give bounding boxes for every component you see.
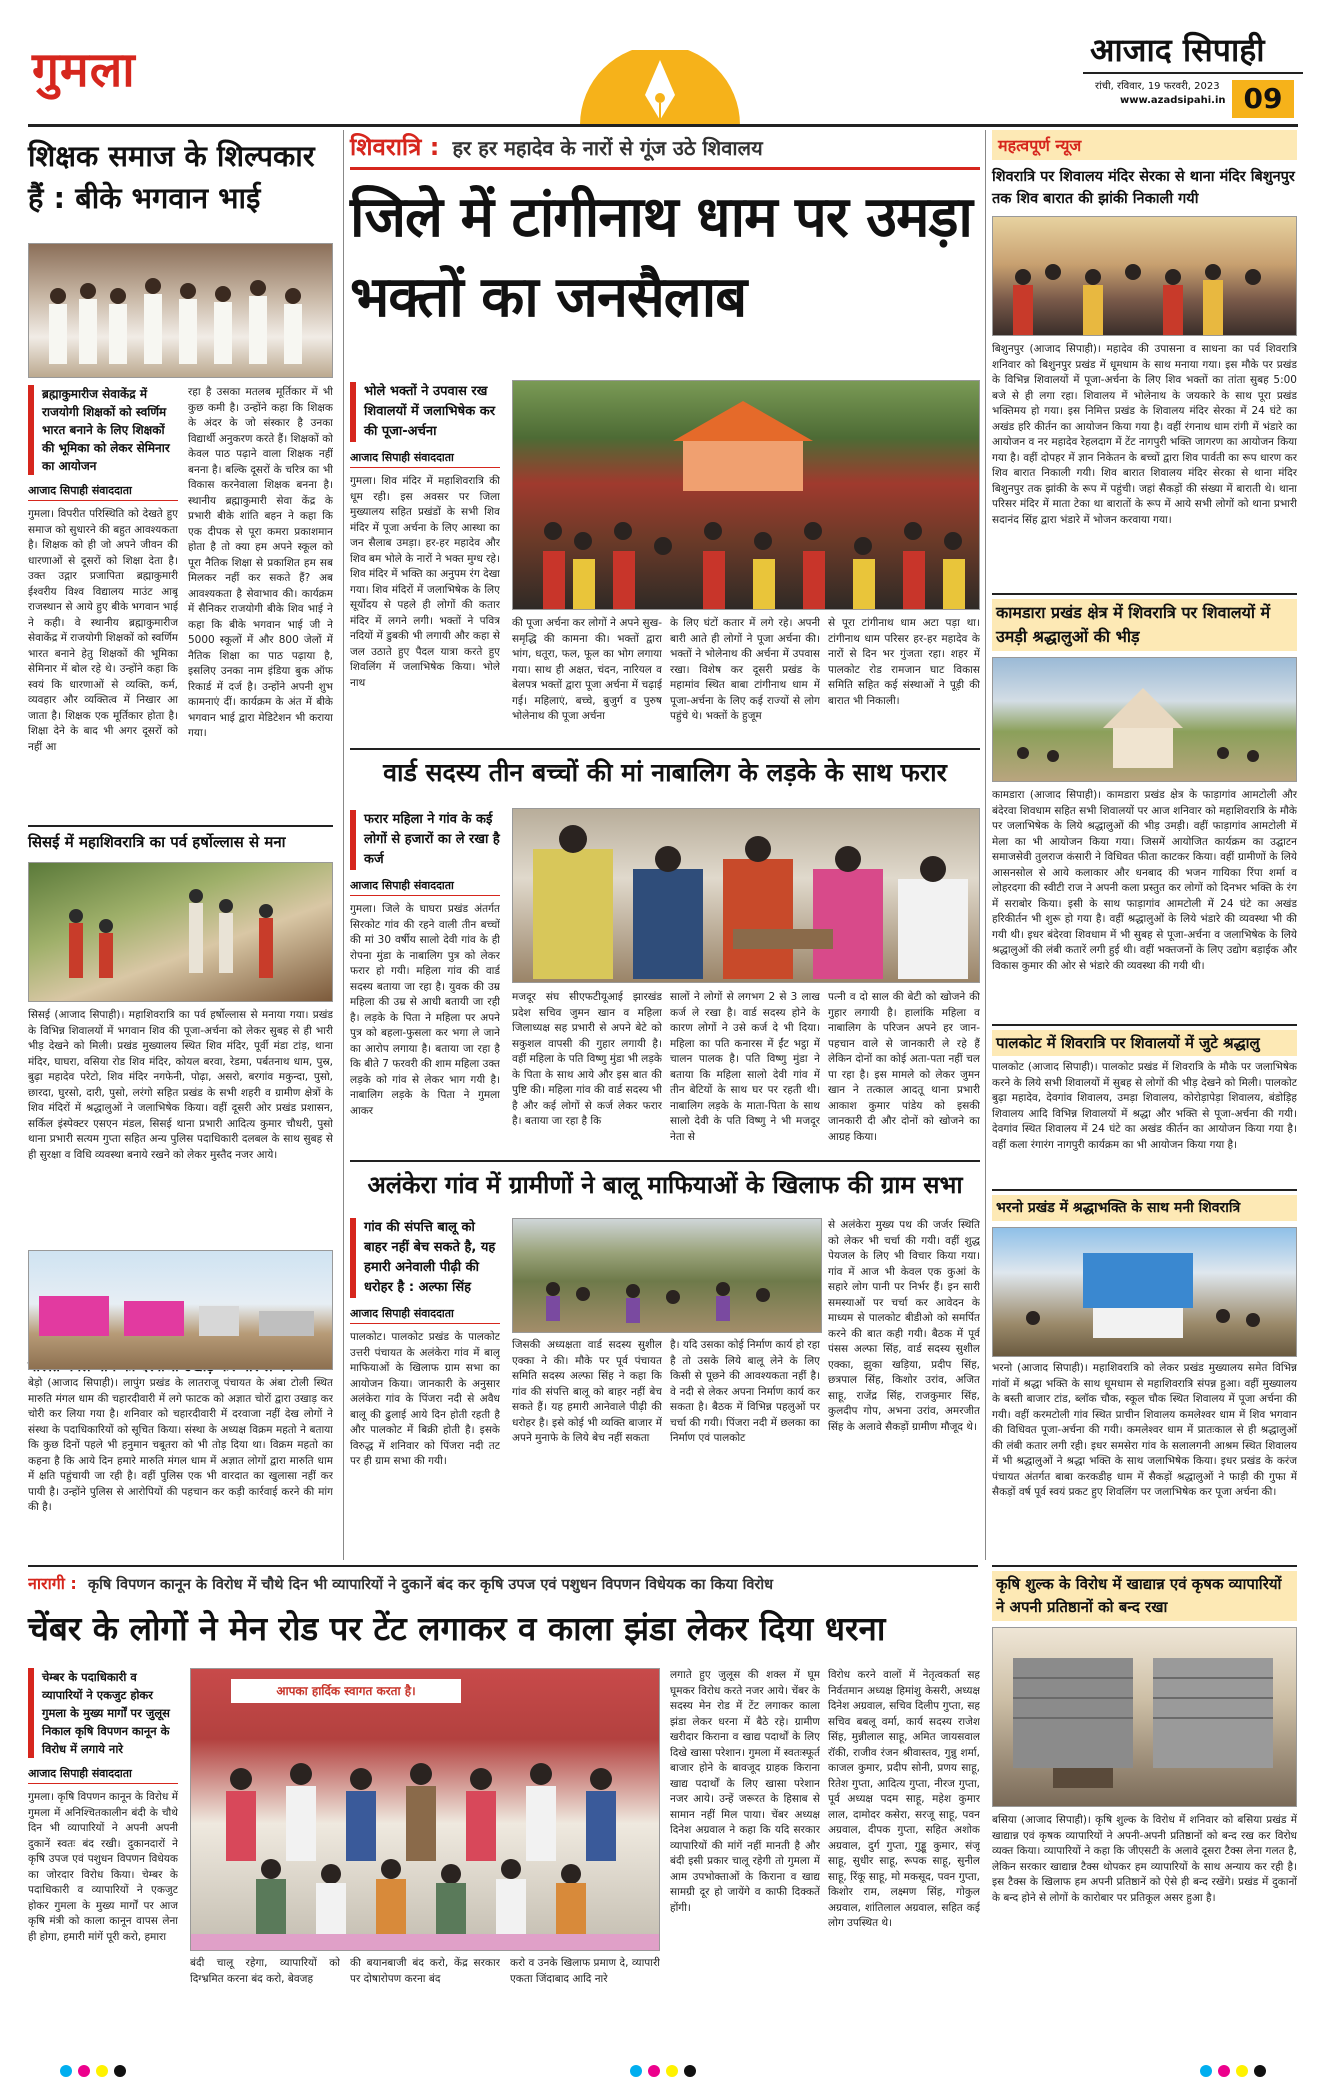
- story-headline: शिवरात्रि पर शिवालय मंदिर सेरका से थाना मंदिर बिशुनपुर तक शिव बारात की झांकी निकाली गयी: [992, 169, 1295, 207]
- kicker-label: नारागी :: [28, 1574, 77, 1593]
- kicker-text: कृषि विपणन कानून के विरोध में चौथे दिन भी व्यापारियों ने दुकानें बंद कर कृषि उपज एवं पशुधन विपणन विधेयक का किया विरोध: [87, 1577, 774, 1593]
- byline: आजाद सिपाही संवाददाता: [28, 1766, 178, 1784]
- story-body: बंदी चालू रहेगा, व्यापारियों को दिग्भ्रमित करना बंद करो, बेवजह: [190, 1957, 340, 1985]
- story-body: है। यदि उसका कोई निर्माण कार्य हो रहा है तो उसके लिये बालू लेने के लिए किसी से पूछने की आवश्यकता नहीं है। वे नदी से लेकर अपना निर्माण कार्य कर सकता है। बैठक में विभिन्न पहलुओं पर चर्चा की गयी। पिंजरा नदी में छलका का निर्माण एवं पालकोट: [670, 1339, 820, 1444]
- seminar-photo: [28, 243, 333, 378]
- story-body: से पूरा टांगीनाथ धाम अटा पड़ा था। टांगीनाथ धाम परिसर हर-हर महादेव के नारों से दिन भर गुंजता रहा। शहर में पालकोट रोड रामजान घाट विकास समिति सहित कई संस्थाओं ने पूड़ी की बारात भी निकाली।: [828, 617, 980, 707]
- kicker-text: हर हर महादेव के नारों से गूंज उठे शिवालय: [452, 136, 763, 160]
- pull-quote: फरार महिला ने गांव के कई लोगों से हजारों का ले रखा है कर्ज: [350, 810, 500, 870]
- bottom-kicker: [28, 1572, 978, 1600]
- byline: आजाद सिपाही संवाददाता: [350, 1306, 500, 1324]
- story-headline: कामडारा प्रखंड क्षेत्र में शिवरात्रि पर शिवालयों में उमड़ी श्रद्धालुओं की भीड़: [992, 599, 1297, 651]
- story-headline: कृषि शुल्क के विरोध में खाद्यान्न एवं कृषक व्यापारियों ने अपनी प्रतिष्ठानों को बन्द रखा: [992, 1571, 1297, 1621]
- story-body: की पूजा अर्चना कर लोगों ने अपने सुख-समृद्धि की कामना की। भक्तों द्वारा भांग, धतूरा, फल, फूल का भोग लगाया गया। साथ ही अक्षत, चंदन, नारियल व बेलपत्र भक्तों द्वारा पूजा अर्चना में चढ़ाई गई। महिलाएं, बच्चे, बुजुर्ग व पुरुष भोलेनाथ की पूजा अर्चना: [512, 617, 662, 722]
- kicker-label: शिवरात्रि :: [350, 133, 440, 161]
- main-headline: जिले में टांगीनाथ धाम पर उमड़ा भक्तों का जनसैलाब: [350, 185, 972, 330]
- story-body: गुमला। जिले के घाघरा प्रखंड अंतर्गत सिरकोट गांव की रहने वाली तीन बच्चों की मां 30 वर्षीय सालो देवी गांव के ही रोपना मुंडा के नाबालिग पुत्र को लेकर फरार हो गयी। महिला गांव की वार्ड सदस्य बताया जा रहा है। युवक की उम्र महिला की उम्र से आधी बतायी जा रही है। लड़के के पिता ने महिला पर अपने पुत्र को बहला-फुसला कर भगा ले जाने का आरोप लगाया है। बताया जा रहा है कि बीते 7 फरवरी की शाम महिला उक्त लड़के को गांव से लेकर भाग गयी है। नाबालिग लड़के के पिता ने गुमला आकर: [350, 903, 500, 1117]
- story-headline: शिक्षक समाज के शिल्पकार हैं : बीके भगवान भाई: [28, 139, 315, 215]
- byline: आजाद सिपाही संवाददाता: [28, 483, 178, 501]
- page-number: 09: [1232, 80, 1294, 118]
- dharna-photo: [190, 1668, 660, 1951]
- story-headline: पालकोट में शिवरात्रि पर शिवालयों में जुटे श्रद्धालु: [992, 1030, 1297, 1056]
- village-meeting-photo: [512, 1218, 822, 1333]
- story-body: विरोध करने वालों में नेतृत्वकर्ता सह निर्वतमान अध्यक्ष हिमांशु केसरी, अध्यक्ष दिनेश अग्रवाल, सचिव दिलीप गुप्ता, सह सचिव बबलू वर्मा, कार्य सदस्य राजेश सिंह, मुन्नीलाल साहू, अमित जायसवाल रॉकी, राजीव रंजन श्रीवास्तव, गुन्नु शर्मा, काजल कुमार, प्रदीप सोनी, प्रणय साहू, रितेश गुप्ता, आदित्य गुप्ता, नीरज गुप्ता, पूर्व अध्यक्ष पदम साहू, महेश कुमार लाल, दामोदर कसेरा, सरजू साहू, पवन अग्रवाल, दीपक गुप्ता, सहित अशोक अग्रवाल, दुर्ग गुप्ता, गुड्डू कुमार, संजू साहू, सुधीर साहू, रूपक साहू, सुनील साहू, रिंकू साहू, मो मकसूद, पवन गुप्ता, किशोर राम, लक्ष्मण सिंह, गोकुल अग्रवाल, शांतिलाल अग्रवाल, सहित कई लोग उपस्थित थे।: [828, 1669, 980, 1929]
- temple-crowd-photo: [512, 380, 980, 610]
- story-body: गुमला। विपरीत परिस्थिति को देखते हुए समाज को सुधारने की बहुत आवश्यकता है। शिक्षक को ही जो अपने जीवन की धारणाओं से दूसरों को शिक्षा देता है। उक्त उद्गार प्रजापिता ब्रह्माकुमारी ईश्वरीय विश्व विद्यालय माउंट आबू राजस्थान से आये हुए बीके भगवान भाई ने कही। वे स्थानीय ब्रह्माकुमारीज सेवाकेंद्र में राजयोगी शिक्षकों को स्वर्णिम भारत बनाने हेतु शिक्षकों की भूमिका सेमिनार में बोल रहे थे। उन्होंने कहा कि स्वयं कि धारणाओं से व्यक्ति, कर्म, व्यवहार और व्यक्तित्व में निखार आ जाता है। शिक्षक एक मूर्तिकार होता है। शिक्षा देने के बाद भी अगर दूसरों को नहीं आ: [28, 508, 178, 753]
- section-title: गुमला: [32, 42, 136, 98]
- story-body: पत्नी व दो साल की बेटी को खोजने की गुहार लगायी है। हालांकि महिला व नाबालिग के परिजन अपने हर जान-पहचान वाले से जानकारी ले रहे हैं लेकिन दोनों का कोई अता-पता नहीं चल पा रहा है। इस मामले को लेकर जुमन खान ने तत्काल आदतू थाना प्रभारी आकाश कुमार पांडेय को इसकी जानकारी दी और दोनों को खोजने का आग्रह किया।: [828, 991, 980, 1143]
- story-body: पालकोट (आजाद सिपाही)। पालकोट प्रखंड में शिवरात्रि के मौके पर जलाभिषेक करने के लिये सभी शिवालयों में सुबह से लोगों की भीड़ देखने को मिली। पालकोट बुढ़ा महादेव, देवगांव शिवालय, उमड़ा शिवालय, कोरोड़ापेड़ा शिवालय, बंडोड़िह शिवालय आदि विभिन्न शिवालयों में श्रद्धा और भक्ति से पूजा-अर्चना की गयी। देवगांव स्थित शिवालय में 24 घंटे का अखंड कीर्तन का आयोजन किया गया है। वहीं कला रंगारंग नागपुरी कार्यक्रम का भी आयोजन किया गया है।: [992, 1061, 1297, 1151]
- pull-quote: भोले भक्तों ने उपवास रख शिवालयों में जलाभिषेक कर की पूजा-अर्चना: [350, 382, 500, 442]
- story-body: पालकोट। पालकोट प्रखंड के पालकोट उत्तरी पंचायत के अलंकेरा गांव में बालू माफियाओं के खिलाफ ग्राम सभा का आयोजन किया। जानकारी के अनुसार अलंकेरा गांव के पिंजरा नदी से अवैध बालू की ढुलाई आये दिन होती रहती है और पालकोट में बिक्री होती है। इसके विरुद्ध में शनिवार को पिंजरा नदी तट पर ही ग्राम सभा की गयी।: [350, 1331, 500, 1467]
- date-line: रांची, रविवार, 19 फरवरी, 2023: [1095, 81, 1220, 92]
- bharno-photo: [992, 1227, 1297, 1357]
- story-body: के लिए घंटों कतार में लगे रहे। अपनी बारी आते ही लोगों ने पूजा अर्चना की। भक्तों ने भोलेनाथ की अर्चना में उपवास रखा। विशेष कर दूसरी प्रखंड के महामांव स्थित बाबा टांगीनाथ धाम में पूजा-अर्चना के लिए कई राज्यों से लोग पहुंचे थे। भक्तों के हुजूम: [670, 617, 820, 722]
- banner-text: आपका हार्दिक स्वागत करता है।: [231, 1679, 461, 1703]
- story-body: की बयानबाजी बंद करो, केंद्र सरकार पर दोषारोपण करना बंद: [350, 1957, 500, 1985]
- story-body: से अलंकेरा मुख्य पथ की जर्जर स्थिति को लेकर भी चर्चा की गयी। वहीं शुद्ध पेयजल के लिए भी विचार किया गया। गांव में आज भी केवल एक कुआं के सहारे लोग पानी पर निर्भर हैं। इन सारी समस्याओं पर चर्चा कर आवेदन के माध्यम से पालकोट बीडीओ को समर्पित करने की बात कही गयी। बैठक में पूर्व पंसस अल्फा सिंह, वार्ड सदस्य सुशील एक्का, झुका खड़िया, प्रदीप सिंह, छत्रपाल सिंह, किशोर उरांव, अजित साहू, राजेंद्र सिंह, राजकुमार सिंह, कुलदीप गोप, अभना उरांव, अमरजीत सिंह के अलावे सैकड़ों ग्रामीण मौजूद थे।: [828, 1219, 980, 1433]
- meeting-photo: [512, 808, 980, 983]
- byline: आजाद सिपाही संवाददाता: [350, 450, 500, 468]
- story-body: गुमला। शिव मंदिर में महाशिवरात्रि की धूम रही। इस अवसर पर जिला मुख्यालय सहित प्रखंडों के सभी शिव मंदिर में पूजा अर्चना के लिए आस्था का जन सैलाब उमड़ा। हर-हर महादेव और शिव बम भोले के नारों ने भक्त मुग्ध रहे। शिव मंदिर में भक्ति का अनुपम रंग देखा गया। शिव मंदिरों में जलाभिषेक के लिए सूर्योदय से पहले ही लोगों की कतार मंदिर में लगने लगी। भक्तों ने पवित्र नदियों में डुबकी भी लगायी और कहा से जल उठाते हुए पैदल यात्रा करते हुए शिवलिंग में जलाभिषेक किया। भोले नाथ: [350, 475, 500, 689]
- bottom-headline: चेंबर के लोगों ने मेन रोड पर टेंट लगाकर व काला झंडा लेकर दिया धरना: [28, 1609, 886, 1648]
- pen-nib-sun-icon: [580, 50, 740, 125]
- story-body: जिसकी अध्यक्षता वार्ड सदस्य सुशील एक्का ने की। मौके पर पूर्व पंचायत समिति सदस्य अल्फा सिंह ने कहा कि गांव की संपत्ति बालू को बाहर नहीं बेच सकते हैं। यह हमारी आनेवाले पीढ़ी की धरोहर है। इसे कोई भी व्यक्ति बाजार में अपने मुनाफे के लिये बेच नहीं सकता: [512, 1339, 662, 1444]
- website: www.azadsipahi.in: [1120, 95, 1226, 106]
- shiv-barat-photo: [992, 216, 1297, 336]
- section-label: महत्वपूर्ण न्यूज: [992, 130, 1297, 160]
- temple-gate-photo: [28, 1250, 333, 1370]
- registration-marks: [630, 2062, 702, 2081]
- registration-marks: [60, 2062, 132, 2081]
- story-headline: अलंकेरा गांव में ग्रामीणों ने बालू माफियाओं के खिलाफ की ग्राम सभा: [367, 1171, 963, 1199]
- sisai-photo: [28, 862, 333, 1002]
- paper-name: आजाद सिपाही: [1090, 31, 1265, 69]
- right-bottom: [992, 1565, 1297, 2005]
- story-body: सालों ने लोगों से लगभग 2 से 3 लाख कर्ज ले रखा है। वार्ड सदस्य होने के कारण लोगों ने उसे कर्ज दे भी दिया। महिला का पति कनारस में ईंट भट्ठा में चालन पालक है। पति विष्णु मुंडा ने बताया कि महिला सालो देवी गांव में तीन बेटियों के साथ घर पर रहती थी। नाबालिग लड़के के माता-पिता के साथ सालो देवी के पति विष्णु ने भी मजदूर नेता से: [670, 991, 820, 1143]
- story-body: करो व उनके खिलाफ प्रमाण दे, व्यापारी एकता जिंदाबाद आदि नारे: [510, 1957, 660, 1985]
- story-body: भरनो (आजाद सिपाही)। महाशिवरात्रि को लेकर प्रखंड मुख्यालय समेत विभिन्न गांवों में श्रद्धा भक्ति के साथ धूमधाम से महाशिवरात्रि संपन्न हुआ। वहीं मुख्यालय के बस्ती बाजार टांड, ब्लॉक चौक, स्कूल चौक स्थित शिवालय में पूजा अर्चना की गयी। वहीं करमटोली गांव स्थित प्राचीन शिवालय कमलेश्वर धाम में शिव भगवान की विधिवत पूजा-अर्चना की गयी। कमलेश्वर धाम में प्रातःकाल से ही श्रद्धालुओं की लंबी कतार लगी रही। इधर समसेरा गांव के सलालगनी आश्रम स्थित शिवालय में भी श्रद्धालुओं ने श्रद्धा भक्ति के साथ जलाभिषेक किया। इधर प्रखंड के करंज पंचायत अंतर्गत बाबा करकडीह धाम में सैकड़ों श्रद्धालुओं ने फाड़ी की गुफा में सैकड़ों वर्ष पूर्व स्वयं प्रकट हुए शिवलिंग पर जलाभिषेक कर पूजा अर्चना की।: [992, 1362, 1297, 1498]
- closed-shops-photo: [992, 1627, 1297, 1807]
- pull-quote: ब्रह्माकुमारीज सेवाकेंद्र में राजयोगी शिक्षकों को स्वर्णिम भारत बनाने के लिए शिक्षकों की भूमिका को लेकर सेमिनार का आयोजन: [28, 385, 178, 475]
- right-column: [992, 130, 1297, 1560]
- masthead: [0, 0, 1325, 125]
- registration-marks: [1200, 2062, 1272, 2081]
- story-body: बेड़ो (आजाद सिपाही)। लापुंग प्रखंड के लातराजू पंचायत के अंबा टोली स्थित मारुति मंगल धाम की चहारदीवारी में लगे फाटक को अज्ञात चोरों द्वारा उखाड़ कर चोरी कर लिया गया है। शनिवार को चहारदीवारी में दरवाजा नहीं देख लोगों ने संस्था के पदाधिकारियों को सूचित किया। संस्था के अध्यक्ष विक्रम महतो ने बताया कि कुछ दिनों पहले भी हनुमान चबूतरा को भी तोड़ दिया था। विक्रम महतो का कहना है कि आये दिन हमारे मारुति मंगल धाम में अज्ञात लोगों द्वारा मारुति धाम में क्षति पहुंचायी जा रही है। वहीं पुलिस एक भी वारदात का खुलासा नहीं कर पायी है। उन्होंने पुलिस से आरोपियों की पहचान कर कड़ी कार्रवाई करने की मांग की है।: [28, 1377, 333, 1513]
- story-headline: सिसई में महाशिवरात्रि का पर्व हर्षोल्लास से मना: [28, 833, 286, 851]
- kamdara-photo: [992, 657, 1297, 782]
- byline: आजाद सिपाही संवाददाता: [350, 878, 500, 896]
- story-body: सिसई (आजाद सिपाही)। महाशिवरात्रि का पर्व हर्षोल्लास से मनाया गया। प्रखंड के विभिन्न शिवालयों में भगवान शिव की पूजा-अर्चना को लेकर सुबह से ही भारी भीड़ देखने को मिली। प्रखंड मुख्यालय स्थित शिव मंदिर, पूर्वी मंडा टांड़, थाना मंदिर, घाघरा, वसिया रोड शिव मंदिर, कोयल बरवा, रेडमा, पर्बतनाथ धाम, पुस्र, बुढ़ा महादेव परेटो, शिव मंदिर नगफेनी, पोढ़ा, असरो, बरगांव मकुन्दा, पुसो, छारदा, घुरसो, दारी, पुसो, लरंगो सहित प्रखंड के सभी शहरी व ग्रामीण क्षेत्रों के शिव मंदिरों में श्रद्धालुओं ने जलाभिषेक किया। वहीं दूसरी ओर प्रखंड प्रशासन, सर्किल इंस्पेक्टर एसएन मंडल, सिसई थाना प्रभारी आदित्य कुमार चौधरी, पुसो थाना प्रभारी सत्यम गुप्ता सहित अन्य पुलिस पदाधिकारी दलबल के साथ सुबह से ही सुरक्षा व विधि व्यवस्था बनाये रखने को लेकर मुस्तैद नजर आये।: [28, 1009, 333, 1161]
- story-body: कामडारा (आजाद सिपाही)। कामडारा प्रखंड क्षेत्र के फाड़ागांव आमटोली और बंदेरवा शिवधाम सहित सभी शिवालयों पर आज शनिवार को महाशिवरात्रि के मौके पर जलाभिषेक के लिये श्रद्धालुओं की भीड़ उमड़ी। वहीं फाड़ागांव आमटोली में मेला का भी आयोजन किया गया। जिसमें आयोजित कार्यक्रम का उद्घाटन समाजसेवी तुलराज कंसारी ने विधिवत फीता काटकर किया। वहीं ग्रामीणों के लिये आसनसोल से आये कलाकार और धनबाद की भजन गायिका रिंपा शर्मा व लोहरदगा की स्वीटी राज ने अपनी कला प्रस्तुत कर लोगों को दिनभर भक्ति के रंग में सराबोर किया। इसी के साथ फाड़ागांव आमटोली में 24 घंटे का अखंड हरिकीर्तन भी शुरू हो गया है। वहीं श्रद्धालुओं के लिये भंडारे की व्यवस्था भी की गयी थी। इधर बंदेरवा शिवधाम में भी सुबह से पूजा-अर्चना व जलाभिषेक के लिये श्रद्धालुओं की लंबी कतारें लगी हुई थी। वहीं भक्तजनों के लिए उद्योग बड़ाईक और विकास कुमार की ओर से भंडारे की व्यवस्था की गयी थी।: [992, 789, 1297, 972]
- story-body: रहा है उसका मतलब मूर्तिकार में भी कुछ कमी है। उन्होंने कहा कि शिक्षक के अंदर के जो संस्कार है उनका विद्यार्थी अनुकरण करते हैं। शिक्षकों को केवल पाठ पढ़ाने वाला शिक्षक नहीं बनना है। बल्कि दूसरों के चरित्र का भी विकास करनेवाला शिक्षक बनना है। स्थानीय ब्रह्माकुमारी सेवा केंद्र के प्रभारी बीके शांति बहन ने कहा कि एक दीपक से पूरा कमरा प्रकाशमान होता है तो क्या हम अपने स्कूल को पूरा नैतिक शिक्षा से प्रकाशित हम सब मिलकर नहीं कर सकते हैं? अब आवश्यकता है सेवाभाव की। कार्यक्रम में सैनिकर राजयोगी बीके शिव भाई ने कहा कि बीके भगवान भाई जी ने 5000 स्कूलों में और 800 जेलों में नैतिक शिक्षा का पाठ पढ़ाया है, इसलिए उनका नाम इंडिया बुक ऑफ रिकार्ड में दर्ज है। उन्होंने अपनी शुभ कामनाएं दीं। कार्यक्रम के अंत में बीके भगवान भाई द्वारा मेडिटेशन भी कराया गया।: [188, 386, 333, 739]
- center-kicker: [350, 130, 980, 170]
- story-body: बिशुनपुर (आजाद सिपाही)। महादेव की उपासना व साधना का पर्व शिवरात्रि शनिवार को बिशुनपुर प्रखंड में धूमधाम के साथ मनाया गया। इस मौके पर प्रखंड के विभिन्न शिवालयों में पूजा-अर्चना के लिए शिव भक्तों का तांता सुबह 5:00 बजे से ही लगा रहा। शिवालय में भोलेनाथ के जयकारे के साथ पूरा प्रखंड भक्तिमय हो गया। इस निमित्त प्रखंड के शिवालय मंदिर सेरका में 24 घंटे का अखंड हरि कीर्तन का आयोजन किया गया है। वहीं रंगनाथ धाम रांगी में भंडारे का आयोजन व नर महादेव रेहलदाग में टेंट नागपुरी भक्ति जागरण का आयोजन किया गया है। वहीं दोपहर में ज्ञान निकेतन के बच्चों द्वारा शिव पार्वती का रूप धारण कर शिव बारात निकाली गयी। शिव बारात शिवालय मंदिर सेरका से थाना मंदिर बिशुनपुर तक झांकी के रूप में पहुंची। जहां सैकड़ों की संख्या में बाराती थे। थाना परिसर मंदिर में माता टेका था बारातों के रूप में आये सभी लोगों को थाना प्रभारी सदानंद सिंह द्वारा भंडारे में भोजन करवाया गया।: [992, 343, 1297, 526]
- story-headline: भरनो प्रखंड में श्रद्धाभक्ति के साथ मनी शिवरात्रि: [992, 1195, 1297, 1221]
- story-body: लगाते हुए जुलूस की शक्ल में घूम घूमकर विरोध करते नजर आये। चेंबर के सदस्य मेन रोड में टेंट लगाकर काला झंडा लेकर धरना में बैठे रहे। ग्रामीण खरीदार किराना व खाद्य पदार्थों के लिए दिखे खासा परेशान। गुमला में स्वतःस्फूर्त बाजार होने के बावजूद ग्राहक किराना खाद्य पदार्थों के लिए खासा परेशान नजर आये। उन्हें जरूरत के हिसाब से सामान नहीं मिल पाया। चेंबर अध्यक्ष दिनेश अग्रवाल ने कहा कि यदि सरकार व्यापारियों की मांगें नहीं मानती है और बंदी इसी प्रकार चालू रहेगी तो गुमला में आम उपभोक्ताओं के किराना व खाद्य सामग्री दूर हो जायेंगे व काफी दिक्कतें होंगी।: [670, 1669, 820, 1914]
- story-body: मजदूर संघ सीएफटीयूआई झारखंड प्रदेश सचिव जुमन खान व महिला जिलाध्यक्ष सह प्रभारी से अपने बेटे को सकुशल वापसी की गुहार लगायी है। वहीं महिला के पति विष्णु मुंडा भी लड़के के पिता के साथ आये और इस बात की पुष्टि की। महिला गांव की वार्ड सदस्य भी है और कई लोगों से कर्ज लेकर फरार है। बताया जा रहा है कि: [512, 991, 662, 1127]
- story-body: बसिया (आजाद सिपाही)। कृषि शुल्क के विरोध में शनिवार को बसिया प्रखंड में खाद्यान्न एवं कृषक व्यापारियों ने अपनी-अपनी प्रतिष्ठानों को बन्द रख कर विरोध व्यक्त किया। व्यापारियों ने कहा कि जीएसटी के अलावे दूसरा टैक्स लेना गलत है, लेकिन सरकार खाद्यान्न टैक्स थोपकर हम व्यापारियों के साथ अन्याय कर रही है। इस टैक्स के खिलाफ हम अपनी प्रतिष्ठानें को ऐसे ही बन्द रखेंगे। प्रखंड में दुकानों के बन्द होने से लोगों के कारोबार पर प्रतिकूल असर हुआ है।: [992, 1814, 1297, 1904]
- pull-quote: चेम्बर के पदाधिकारी व व्यापारियों ने एकजुट होकर गुमला के मुख्य मार्गों पर जुलूस निकाल कृषि विपणन कानून के विरोध में लगाये नारे: [28, 1668, 178, 1758]
- story-body: गुमला। कृषि विपणन कानून के विरोध में गुमला में अनिश्चितकालीन बंदी के चौथे दिन भी व्यापारियों ने अपनी अपनी दुकानें स्वतः बंद रखी। दुकानदारों ने कृषि उपज एवं पशुधन विपणन विधेयक का जोरदार विरोध किया। चेम्बर के पदाधिकारी व व्यापारियों ने एकजुट होकर गुमला के मुख्य मार्गों पर आज कृषि मंत्री को काला कानून वापस लेना ही होगा, हमारी मांगें पूरी करो, हमारा: [28, 1791, 178, 1943]
- pull-quote: गांव की संपत्ति बालू को बाहर नहीं बेच सकते है, यह हमारी अनेवाली पीढ़ी की धरोहर है : अल्फा सिंह: [350, 1218, 500, 1298]
- story-headline: वार्ड सदस्य तीन बच्चों की मां नाबालिग के लड़के के साथ फरार: [383, 758, 947, 787]
